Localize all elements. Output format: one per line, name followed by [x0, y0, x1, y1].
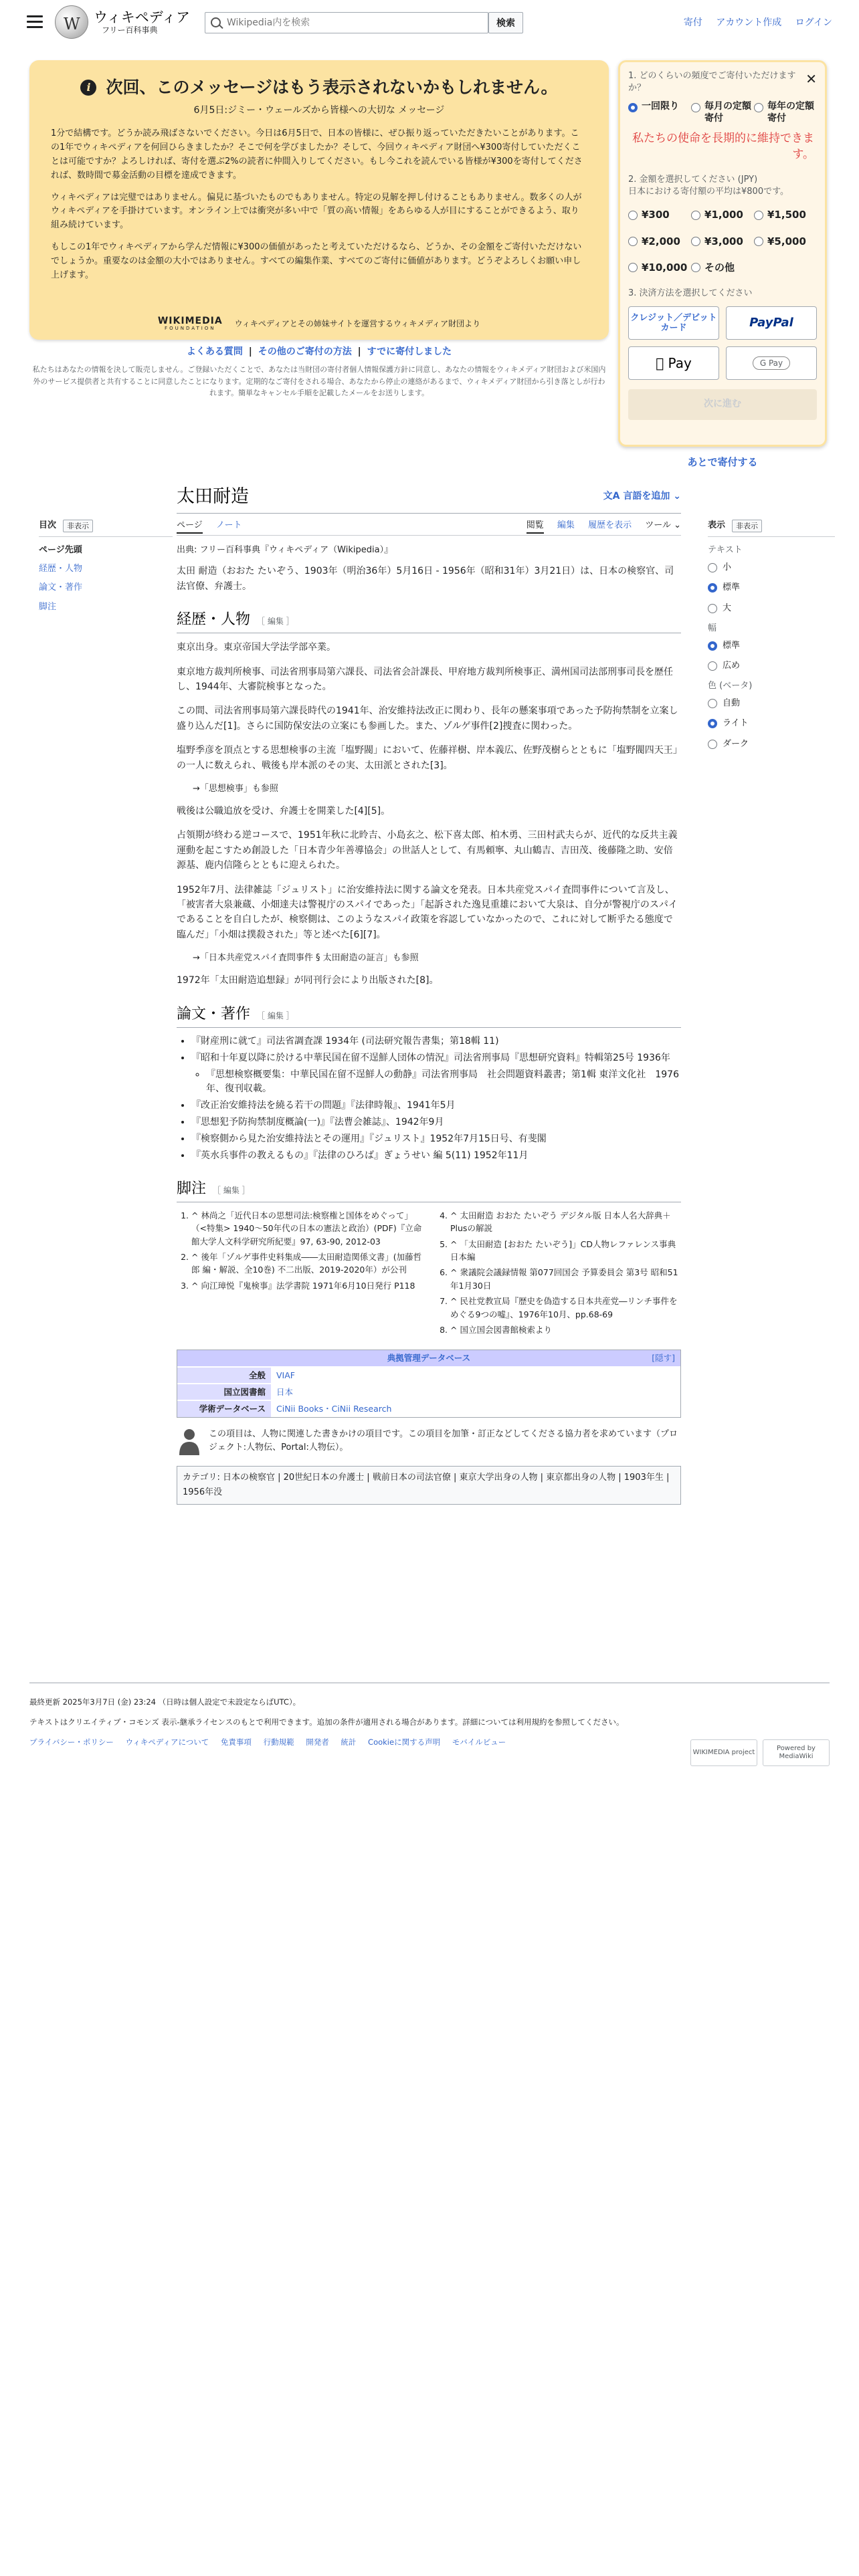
frequency-options: [628, 101, 817, 124]
list-item: • 『昭和十年夏以降に於ける中華民国在留不逞鮮人団体の情況』司法省刑事局『思想研究資料』特輯第25号 1936年 ◦ 『思想検察概要集：中華民国在留不逞鮮人の動静』司法省刑事局 社会問題資料叢書；第1輯 東洋文化社 1976年、復刊収載。: [191, 1051, 681, 1096]
section-heading-career: 経歴・人物 ［ 編集 ］: [177, 609, 681, 633]
radio-icon: [708, 699, 717, 708]
banner-paragraph: ウィキペディアは完璧ではありません。偏見に基づいたものでもありません。特定の見解を押し付けることもありません。数多くの人がウィキペディアを手掛けています。オンライン上では衝突が多い中で「質の高い情報」をあらゆる人が目にすることができるよう、取り組み続けています。: [51, 192, 582, 231]
donate-link[interactable]: 寄付: [683, 17, 702, 28]
width-wide[interactable]: 広め: [708, 659, 835, 673]
already-donated-link[interactable]: すでに寄付しました: [367, 346, 452, 357]
license-text: テキストはクリエイティブ・コモンズ 表示-継承ライセンスのもとで利用できます。追加の条件が適用される場合があります。詳細については利用規約を参照してください。: [29, 1717, 624, 1727]
radio-icon: [708, 563, 717, 572]
wikipedia-globe-icon[interactable]: [55, 5, 88, 39]
lead-paragraph: 太田 耐造（おおた たいぞう、1903年（明治36年）5月16日 - 1956年（昭和31年）3月21日）は、日本の検察官、司法官僚、弁護士。: [177, 566, 674, 592]
radio-icon: [708, 719, 717, 728]
banner-subtitle: 6月5日:ジミー・ウェールズから皆様への大切な メッセージ: [193, 104, 445, 116]
radio-icon: [708, 583, 717, 593]
step-1-label: 1. どのくらいの頻度でご寄付いただけますか？: [628, 71, 796, 94]
create-account-link[interactable]: アカウント作成: [716, 17, 782, 28]
authority-row: 学術データベース CiNii Books・CiNii Research: [177, 1400, 680, 1416]
add-language-button[interactable]: 文A 言語を追加 ⌄: [603, 491, 681, 502]
page-tabs: [177, 519, 681, 536]
pay-apple-button[interactable]: Pay: [628, 346, 719, 380]
tab-tools[interactable]: ツール ⌄: [645, 520, 681, 530]
color-heading: 色 (ベータ): [708, 681, 753, 691]
amount-options: [628, 207, 817, 276]
menu-icon[interactable]: [27, 13, 43, 28]
section-heading-notes: 脚注 ［ 編集 ］: [177, 1178, 681, 1202]
footnote: 1. ^ 林尚之「近代日本の思想司法:検察権と国体をめぐって」（<特集> 1940〜50年代の日本の憲法と政治）(PDF)『立命館大学人文科学研究所紀要』97, 63-90, 2012-03: [191, 1209, 422, 1248]
radio-icon: [754, 211, 763, 220]
payment-methods: [628, 306, 817, 380]
color-light[interactable]: ライト: [708, 717, 835, 730]
mediawiki-badge[interactable]: Powered by MediaWiki: [763, 1739, 830, 1766]
list-item: ◦ 『思想検察概要集：中華民国在留不逞鮮人の動静』司法省刑事局 社会問題資料叢書；第1輯 東洋文化社 1976年、復刊収載。: [206, 1068, 681, 1096]
paragraph: 戦後は公職追放を受け、弁護士を開業した[4][5]。: [177, 806, 391, 817]
article: [177, 483, 681, 1505]
radio-icon: [691, 263, 700, 272]
language-icon: 文A: [603, 491, 624, 502]
authority-row: 全般 VIAF: [177, 1366, 680, 1383]
search-input[interactable]: [227, 13, 468, 33]
list-item: • 『思想犯予防拘禁制度概論(一)』『法曹会雑誌』、1942年9月: [191, 1115, 681, 1130]
footnote: 8. ^ 国立国会図書館検索より: [450, 1323, 681, 1336]
footnote: 3. ^ 向江璋悦『鬼検事』法学書院 1971年6月10日発行 P118: [191, 1279, 422, 1292]
amount-option[interactable]: ¥1,000: [691, 207, 754, 223]
other-ways-link[interactable]: その他のご寄付の方法: [258, 346, 352, 357]
footer-link[interactable]: プライバシー・ポリシー: [29, 1737, 114, 1747]
paragraph: 1952年7月、法律雑誌「ジュリスト」に治安維持法に関する論文を発表。日本共産党スパイ査問事件について言及し、「被害者大泉兼蔵、小畑達夫は警視庁のスパイであった」「起訴された逸見重雄において大泉は、自分が警視庁のスパイであることを自白したが、検察側は、このようなスパイ政策を容認していなかったので、これに対して断乎たる態度で臨んだ」「小畑は撲殺された」等と述べた[6][7]。: [177, 884, 678, 940]
paragraph: 占領期が終わる逆コースで、1951年秋に北昤吉、小島玄之、松下喜太郎、柏木勇、三田村武夫らが、近代的な反共主義運動を起こすため創設した「日本青少年善導協会」の世話人として、有馬頼寧、丸山鶴吉、吉田茂、後藤隆之助、安倍源基、鹿内信隆らとともに迎えられた。: [177, 830, 678, 871]
section-heading-works: 論文・著作 ［ 編集 ］: [177, 1003, 681, 1028]
paragraph: この間、司法省刑事局第六課長時代の1941年、治安維持法改正に関わり、長年の懸案事項であった予防拘禁制を立案し盛り込んだ[1]。さらに国防保安法の立案にも参画した。また、ゾルゲ事件[2]捜査に関わった。: [177, 706, 678, 732]
footnote: 5. ^ 「太田耐造 [おおた たいぞう]」CD人物レファレンス事典 日本編: [450, 1238, 681, 1264]
frequency-message: 私たちの使命を長期的に維持できます。: [632, 132, 814, 162]
list-item: • 『財産刑に就て』司法省調査課 1934年 (司法研究報告書集；第18輯 11): [191, 1035, 681, 1049]
radio-icon: [708, 604, 717, 613]
toc-header: 目次 非表示: [39, 519, 173, 537]
paragraph: 東京地方裁判所検事、司法省刑事局第六課長、司法省会計課長、甲府地方裁判所検事正、満州国司法部刑事司長を歴任し、1944年、大審院検事となった。: [177, 666, 673, 692]
banner-paragraph: もしこの1年でウィキペディアから学んだ情報に¥300の価値があったと考えていただけるなら、どうか、その金額をご寄付いただけないでしょうか。重要なのは金額の大小ではありません。すべての編集作業、すべてのご寄付に価値があります。どうぞよろしくお願い申し上げます。: [51, 242, 582, 280]
authority-control-box: [177, 1350, 681, 1418]
wmf-signature: [29, 316, 609, 332]
apple-icon: [660, 355, 664, 372]
authority-row: 国立図書館 日本: [177, 1383, 680, 1400]
paragraph: 東京出身。東京帝国大学法学部卒業。: [177, 642, 336, 653]
width-standard[interactable]: 標準: [708, 639, 835, 653]
appearance-hide-button[interactable]: 非表示: [732, 520, 762, 532]
banner-fine-print: 私たちはあなたの情報を決して販売しません。ご登録いただくことで、あなたは当財団の寄付者個人情報保護方針に同意し、あなたの情報をウィキメディア財団および米国内外のサービス提供者と共有することに同意したことになります。定期的なご寄付をされる場合、あなたから停止の連絡があるまで、ウィキメディア財団から引き落としが行われます。簡単なキャンセル手順を記載したメールをお送りします。: [32, 365, 606, 398]
radio-icon: [754, 103, 763, 112]
radio-icon: [628, 237, 638, 246]
tab-read[interactable]: 閲覧: [527, 520, 544, 534]
footer-link[interactable]: 行動規範: [263, 1737, 294, 1747]
footer-link[interactable]: Cookieに関する声明: [368, 1737, 441, 1747]
text-size-heading: テキスト: [708, 545, 743, 556]
see-also-note[interactable]: →「日本共産党スパイ査問事件 § 太田耐造の証言」も参照: [193, 953, 419, 964]
banner-links: よくある質問 | その他のご寄付の方法 | すでに寄付しました: [186, 346, 452, 357]
radio-icon: [628, 211, 638, 220]
tab-history[interactable]: 履歴を表示: [588, 520, 632, 530]
header: [0, 0, 859, 45]
edit-section-link[interactable]: ［ 編集 ］: [257, 617, 294, 627]
authority-header: 典拠管理データベース [隠す]: [177, 1350, 680, 1366]
footnotes: [177, 1209, 681, 1339]
footer-link[interactable]: 統計: [341, 1737, 357, 1747]
donation-form: [618, 60, 827, 447]
text-size-standard[interactable]: 標準: [708, 581, 835, 595]
freq-once[interactable]: 一回限り: [628, 101, 691, 124]
last-updated: 最終更新 2025年3月7日 (金) 23:24 （日時は個人設定で未設定ならばUTC）。: [29, 1697, 301, 1707]
footnote: 2. ^ 後年「ゾルゲ事件史料集成――太田耐造関係文書」(加藤哲郎 編・解説、全10巻) 不二出版、2019-2020年）が公刊: [191, 1251, 422, 1277]
wikimedia-foundation-logo: WIKIMEDIA FOUNDATION: [157, 315, 223, 332]
toc-item-top[interactable]: ページ先頭: [39, 545, 82, 556]
radio-icon: [628, 263, 638, 272]
table-of-contents: [39, 519, 173, 619]
donate-later-link[interactable]: あとで寄付する: [687, 456, 758, 468]
step-2-sub: 日本における寄付額の平均は¥800です。: [628, 187, 789, 197]
edit-section-link[interactable]: ［ 編集 ］: [213, 1185, 250, 1195]
stub-notice: この項目は、人物に関連した書きかけの項目です。この項目を加筆・訂正などしてくださる協力者を求めています（プロジェクト:人物伝、Portal:人物伝）。: [177, 1427, 681, 1455]
pay-paypal-button[interactable]: PayPal: [726, 306, 817, 340]
user-links: [673, 16, 832, 31]
radio-icon: [628, 103, 638, 112]
color-auto[interactable]: 自動: [708, 697, 835, 710]
category-links[interactable]: カテゴリ: 日本の検察官 | 20世紀日本の弁護士 | 戦前日本の司法官僚 | 東京大学出身の人物 | 東京都出身の人物 | 1903年生 | 1956年没: [177, 1466, 681, 1505]
pay-card-button[interactable]: クレジット／デビットカード: [628, 306, 719, 340]
search-box[interactable]: [205, 12, 488, 33]
freq-monthly[interactable]: 毎月の定額寄付: [691, 101, 754, 124]
tagline: フリー百科事典: [102, 25, 158, 35]
authority-hide-link[interactable]: [隠す]: [652, 1353, 675, 1364]
info-icon: i: [80, 80, 96, 96]
faq-link[interactable]: よくある質問: [186, 346, 243, 357]
footer: [29, 1683, 830, 1760]
toc-item-works[interactable]: 論文・著作: [39, 582, 83, 593]
page-title: 太田耐造 文A 言語を追加 ⌄: [177, 483, 681, 514]
wordmark[interactable]: ウィキペディア: [94, 9, 191, 25]
list-item: • 『英水兵事件の教えるもの』『法律のひろば』ぎょうせい 編 5(11) 1952年11月: [191, 1149, 681, 1163]
step-2-label: 2. 金額を選択してください (JPY): [628, 174, 758, 185]
freq-yearly[interactable]: 毎年の定額寄付: [754, 101, 817, 124]
radio-icon: [708, 661, 717, 671]
fundraising-banner: [29, 60, 609, 340]
close-icon[interactable]: ✕: [805, 71, 817, 87]
footnote: 7. ^ 民社党教宣局『歴史を偽造する日本共産党―リンチ事件をめぐる9つの嘘』、1976年10月、pp.68-69: [450, 1295, 681, 1321]
tab-edit[interactable]: 編集: [557, 520, 575, 530]
radio-icon: [754, 237, 763, 246]
appearance-panel: [708, 519, 835, 758]
search-icon: [211, 17, 221, 27]
radio-icon: [691, 103, 700, 112]
radio-icon: [691, 237, 700, 246]
paragraph: 1972年「太田耐造追想録」が同刊行会により出版された[8]。: [177, 975, 439, 986]
toc-hide-button[interactable]: 非表示: [63, 520, 93, 532]
amount-other[interactable]: その他: [691, 260, 754, 276]
next-button[interactable]: 次に進む: [628, 389, 817, 420]
banner-paragraph: 1分で結構です。どうか読み飛ばさないでください。今日は6月5日で、日本の皆様に、ぜひ振り返っていただきたいことがあります。この1年でウィキペディアを何回ひらきましたか？そこで何を学びましたか？そして、今回ウィキペディア財団へ¥300寄付していただくことは可能ですか？よろしければ、寄付を選ぶ2%の読者に仲間入りしてください。もし今これを読んでいる皆様が¥300を寄付してくだされば、数時間で募金活動の目標を達成できます。: [51, 128, 583, 181]
wikimedia-badge[interactable]: WIKIMEDIA project: [690, 1739, 757, 1766]
footnote: 6. ^ 衆議院会議録情報 第077回国会 予算委員会 第3号 昭和51年1月30日: [450, 1266, 681, 1292]
text-size-small[interactable]: 小: [708, 561, 835, 574]
amount-option[interactable]: ¥2,000: [628, 234, 691, 249]
tab-page[interactable]: ページ: [177, 520, 203, 534]
footer-link[interactable]: 開発者: [306, 1737, 329, 1747]
footer-link[interactable]: ウィキペディアについて: [125, 1737, 209, 1747]
wmf-text: ウィキペディアとその姉妹サイトを運営するウィキメディア財団より: [234, 318, 481, 328]
width-heading: 幅: [708, 623, 717, 633]
amount-option[interactable]: ¥300: [628, 207, 691, 223]
see-also-note[interactable]: →「思想検事」も参照: [193, 783, 278, 794]
color-dark[interactable]: ダーク: [708, 738, 835, 751]
amount-option[interactable]: ¥3,000: [691, 234, 754, 249]
list-item: • 『検察側から見た治安維持法とその運用』『ジュリスト』1952年7月15日号、有斐閣: [191, 1132, 681, 1146]
footnote: 4. ^ 太田耐造 おおた たいぞう デジタル版 日本人名大辞典＋Plusの解説: [450, 1209, 681, 1235]
list-item: • 『改正治安維持法を繞る若干の問題』『法律時報』、1941年5月: [191, 1099, 681, 1113]
banner-title: [51, 75, 587, 101]
footer-badges: [685, 1739, 830, 1766]
footer-link[interactable]: モバイルビュー: [452, 1737, 506, 1747]
person-icon: [177, 1427, 202, 1455]
amount-option[interactable]: ¥5,000: [754, 234, 817, 249]
step-3-label: 3. 決済方法を選択してください: [628, 288, 753, 299]
pay-google-button[interactable]: G Pay: [726, 346, 817, 380]
login-link[interactable]: ログイン: [795, 17, 832, 28]
works-list: [191, 1035, 681, 1163]
paragraph: 塩野季彦を頂点とする思想検事の主流「塩野閥」において、佐藤祥樹、岸本義広、佐野茂樹らとともに「塩野閥四天王」の一人に数えられ、戦後も岸本派のその実、太田派とされた[3]。: [177, 745, 678, 771]
toc-item-notes[interactable]: 脚注: [39, 601, 57, 612]
footer-link[interactable]: 免責事項: [220, 1737, 252, 1747]
text-size-large[interactable]: 大: [708, 602, 835, 615]
toc-item-career[interactable]: 経歴・人物: [39, 564, 83, 574]
tab-talk[interactable]: ノート: [215, 520, 242, 530]
search-button[interactable]: 検索: [488, 12, 523, 33]
amount-option[interactable]: ¥1,500: [754, 207, 817, 223]
radio-icon: [691, 211, 700, 220]
radio-icon: [708, 740, 717, 749]
radio-icon: [708, 641, 717, 651]
banner-title-text: 次回、このメッセージはもう表示されないかもしれません。: [106, 78, 558, 97]
edit-section-link[interactable]: ［ 編集 ］: [257, 1010, 294, 1021]
source-line: 出典: フリー百科事典『ウィキペディア（Wikipedia）』: [177, 545, 393, 556]
appearance-header: 表示 非表示: [708, 519, 835, 537]
amount-option[interactable]: ¥10,000: [628, 260, 691, 276]
